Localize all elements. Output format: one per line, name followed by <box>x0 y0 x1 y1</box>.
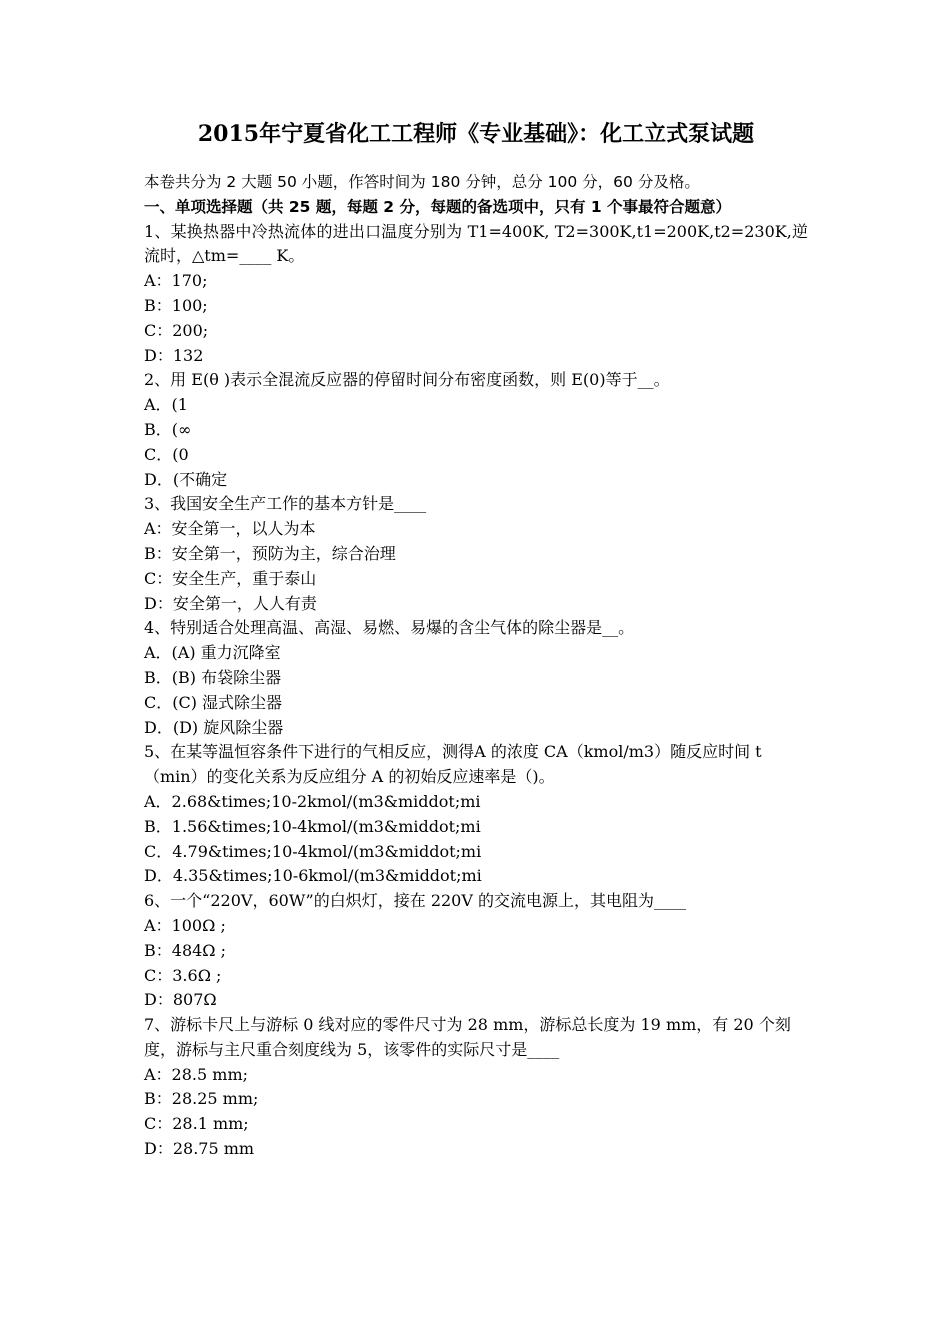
option-b: B．(B) 布袋除尘器 <box>144 667 282 687</box>
option-c: C：3.6Ω ; <box>144 965 222 985</box>
question-stem: 5、在某等温恒容条件下进行的气相反应，测得A 的浓度 CA（kmol/m3）随反应时间 t（min）的变化关系为反应组分 A 的初始反应速率是（)。 <box>144 742 762 787</box>
document-page <box>144 118 808 1162</box>
question-stem: 2、用 E(θ )表示全混流反应器的停留时间分布密度函数，则 E(0)等于__。 <box>144 370 670 390</box>
option-a: A：安全第一，以人为本 <box>144 519 316 539</box>
option-d: D．4.35&times;10-6kmol/(m3&middot;mi <box>144 866 482 886</box>
option-b: B：28.25 mm; <box>144 1089 259 1109</box>
option-b: B：安全第一，预防为主，综合治理 <box>144 543 396 563</box>
option-b: B．(∞ <box>144 419 192 439</box>
option-b: B．1.56&times;10-4kmol/(m3&middot;mi <box>144 816 481 836</box>
option-c: C：安全生产，重于泰山 <box>144 568 317 588</box>
option-d: D．(不确定 <box>144 469 228 489</box>
option-c: C．(0 <box>144 444 189 464</box>
question-2 <box>144 368 808 492</box>
option-d: D：安全第一，人人有责 <box>144 593 317 613</box>
option-d: D：807Ω <box>144 990 217 1010</box>
option-d: D：28.75 mm <box>144 1139 255 1159</box>
question-3 <box>144 492 808 616</box>
question-stem: 4、特别适合处理高温、高湿、易燃、易爆的含尘气体的除尘器是__。 <box>144 618 635 638</box>
option-d: D．(D) 旋风除尘器 <box>144 717 284 737</box>
question-5 <box>144 740 808 889</box>
document-title: 2015年宁夏省化工工程师《专业基础》：化工立式泵试题 <box>197 121 755 147</box>
question-7 <box>144 1013 808 1162</box>
option-a: A．2.68&times;10-2kmol/(m3&middot;mi <box>144 791 481 811</box>
option-a: A．(1 <box>144 395 188 415</box>
option-b: B：100; <box>144 295 208 315</box>
option-a: A．(A) 重力沉降室 <box>144 643 281 663</box>
option-b: B：484Ω ; <box>144 940 227 960</box>
option-c: C．(C) 湿式除尘器 <box>144 692 283 712</box>
question-stem: 3、我国安全生产工作的基本方针是____ <box>144 494 427 514</box>
section-heading: 一、单项选择题（共 25 题，每题 2 分，每题的备选项中，只有 1 个事最符合题意） <box>144 197 732 216</box>
option-d: D：132 <box>144 345 204 365</box>
question-stem: 6、一个“220V，60W”的白炽灯，接在 220V 的交流电源上，其电阻为____ <box>144 891 687 911</box>
option-c: C：200; <box>144 320 209 340</box>
option-a: A：170; <box>144 271 208 291</box>
question-6 <box>144 889 808 1013</box>
question-1 <box>144 220 808 369</box>
option-a: A：100Ω ; <box>144 915 226 935</box>
option-a: A：28.5 mm; <box>144 1064 249 1084</box>
question-stem: 7、游标卡尺上与游标 0 线对应的零件尺寸为 28 mm，游标总长度为 19 mm，有 20 个刻度，游标与主尺重合刻度线为 5，该零件的实际尺寸是____ <box>144 1015 791 1059</box>
option-c: C．4.79&times;10-4kmol/(m3&middot;mi <box>144 841 482 861</box>
question-4 <box>144 616 808 740</box>
exam-intro: 本卷共分为 2 大题 50 小题，作答时间为 180 分钟，总分 100 分，60 分及格。 <box>144 173 700 191</box>
question-stem: 1、某换热器中冷热流体的进出口温度分别为 T1=400K, T2=300K,t1=200K,t2=230K,逆流时，△tm=____ K。 <box>144 221 808 266</box>
option-c: C：28.1 mm; <box>144 1114 249 1134</box>
